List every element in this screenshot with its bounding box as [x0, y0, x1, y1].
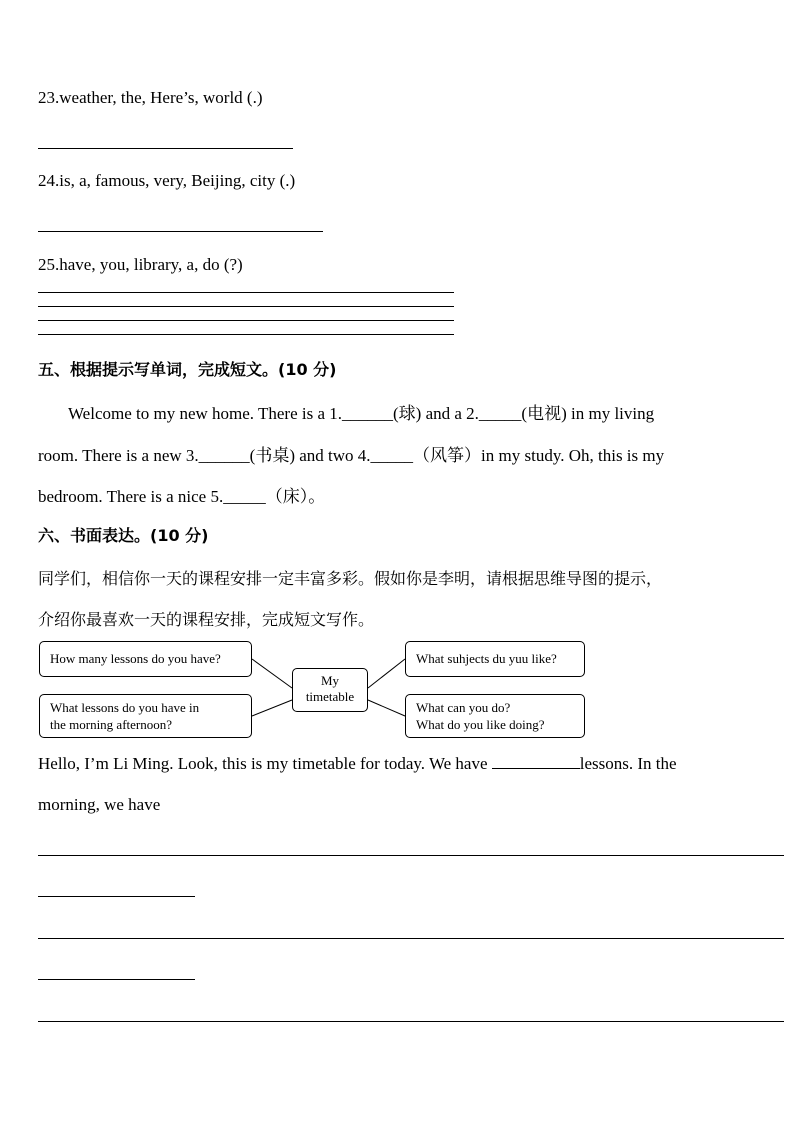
essay-line-1-start: Hello, I’m Li Ming. Look, this is my timetable for today. We have — [38, 754, 488, 773]
writing-line-5[interactable] — [38, 1021, 784, 1022]
mindmap-left-bottom-line-1: What lessons do you have in — [50, 700, 200, 715]
mindmap-center-line-1: My — [320, 673, 340, 688]
question-number: 23 — [38, 88, 55, 107]
section-6-instruction-1: 同学们，相信你一天的课程安排一定丰富多彩。假如你是李明，请根据思维导图的提示， — [38, 569, 663, 588]
lesson-count-blank[interactable] — [492, 754, 580, 769]
mindmap-left-bottom-box — [39, 694, 252, 738]
mindmap-left-top-text: How many lessons do you have? — [50, 651, 221, 666]
question-number: 24 — [38, 171, 55, 190]
section-5-line-3: bedroom. There is a nice 5._____（床）。 — [38, 487, 326, 506]
mindmap-center-line-2: timetable — [305, 689, 355, 704]
section-6-instruction-2: 介绍你最喜欢一天的课程安排，完成短文写作。 — [38, 610, 375, 629]
essay-line-1-end: lessons. In the — [579, 754, 677, 773]
writing-line-3[interactable] — [38, 938, 784, 939]
question-text: .weather, the, Here’s, world (.) — [55, 88, 263, 107]
mindmap-right-bottom-line-2: What do you like doing? — [416, 717, 545, 732]
connector-right-bottom — [368, 700, 405, 716]
writing-line-2[interactable] — [38, 896, 195, 897]
mindmap-left-bottom-line-2: the morning afternoon? — [50, 717, 173, 732]
question-text: .is, a, famous, very, Beijing, city (.) — [55, 171, 296, 190]
section-6-heading: 六、书面表达。(10 分) — [38, 526, 209, 545]
question-number: 25 — [38, 255, 55, 274]
mindmap-center-box — [292, 668, 368, 712]
connector-right-top — [368, 659, 405, 688]
section-5-line-2: room. There is a new 3.______(书桌) and two 4._____（风筝）in my study. Oh, this is my — [38, 446, 665, 465]
section-5-heading: 五、根据提示写单词，完成短文。(10 分) — [38, 360, 337, 379]
mindmap-right-top-text: What suhjects du yuu like? — [416, 651, 557, 666]
essay-line-1 — [38, 754, 677, 774]
writing-line-1[interactable] — [38, 855, 784, 856]
writing-line-4[interactable] — [38, 979, 195, 980]
connector-left-top — [252, 659, 292, 688]
mindmap-right-top-box — [405, 641, 585, 677]
essay-line-2: morning, we have — [38, 795, 161, 814]
mindmap-left-top-box — [39, 641, 252, 677]
connector-left-bottom — [252, 700, 292, 716]
mindmap-right-bottom-line-1: What can you do? — [416, 700, 511, 715]
section-5-line-1: Welcome to my new home. There is a 1.______(球) and a 2._____(电视) in my living — [68, 404, 655, 423]
question-text: .have, you, library, a, do (?) — [55, 255, 243, 274]
mindmap-right-bottom-box — [405, 694, 585, 738]
